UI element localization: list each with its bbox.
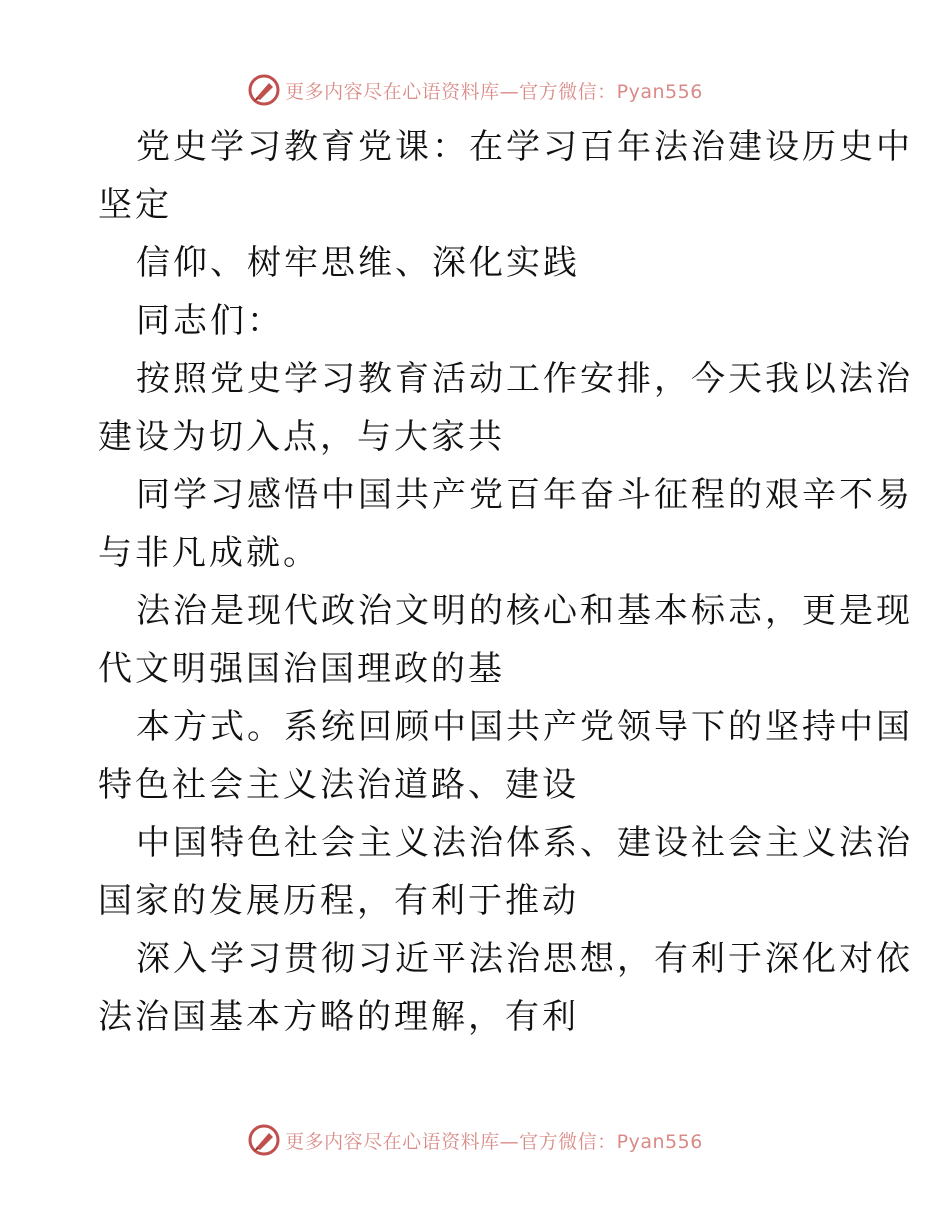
text-line: 中国特色社会主义法治体系、建设社会主义法治 xyxy=(136,823,913,863)
text-line: 代文明强国治国理政的基 xyxy=(98,649,505,689)
pen-nib-logo-icon xyxy=(247,1123,281,1157)
watermark-text: 更多内容尽在心语资料库—官方微信：Pyan556 xyxy=(285,80,703,103)
text-line: 建设为切入点，与大家共 xyxy=(98,417,505,457)
text-line: 党史学习教育党课：在学习百年法治建设历史中 xyxy=(136,127,913,167)
text-line: 国家的发展历程，有利于推动 xyxy=(98,881,579,921)
text-line: 法治是现代政治文明的核心和基本标志，更是现 xyxy=(136,591,913,631)
text-line: 坚定 xyxy=(98,185,172,225)
text-line: 同学习感悟中国共产党百年奋斗征程的艰辛不易 xyxy=(136,475,913,515)
text-line: 与非凡成就。 xyxy=(98,533,320,573)
document-body xyxy=(98,118,913,1046)
watermark-text: 更多内容尽在心语资料库—官方微信：Pyan556 xyxy=(285,1130,703,1153)
text-line: 按照党史学习教育活动工作安排，今天我以法治 xyxy=(136,359,913,399)
text-line: 深入学习贯彻习近平法治思想，有利于深化对依 xyxy=(136,939,913,979)
footer-watermark xyxy=(0,1120,950,1160)
text-line: 法治国基本方略的理解，有利 xyxy=(98,997,579,1037)
header-watermark xyxy=(0,70,950,110)
text-line: 信仰、树牢思维、深化实践 xyxy=(136,243,580,283)
text-line: 同志们： xyxy=(136,301,284,341)
text-line: 本方式。系统回顾中国共产党领导下的坚持中国 xyxy=(136,707,913,747)
pen-nib-logo-icon xyxy=(247,73,281,107)
text-line: 特色社会主义法治道路、建设 xyxy=(98,765,579,805)
